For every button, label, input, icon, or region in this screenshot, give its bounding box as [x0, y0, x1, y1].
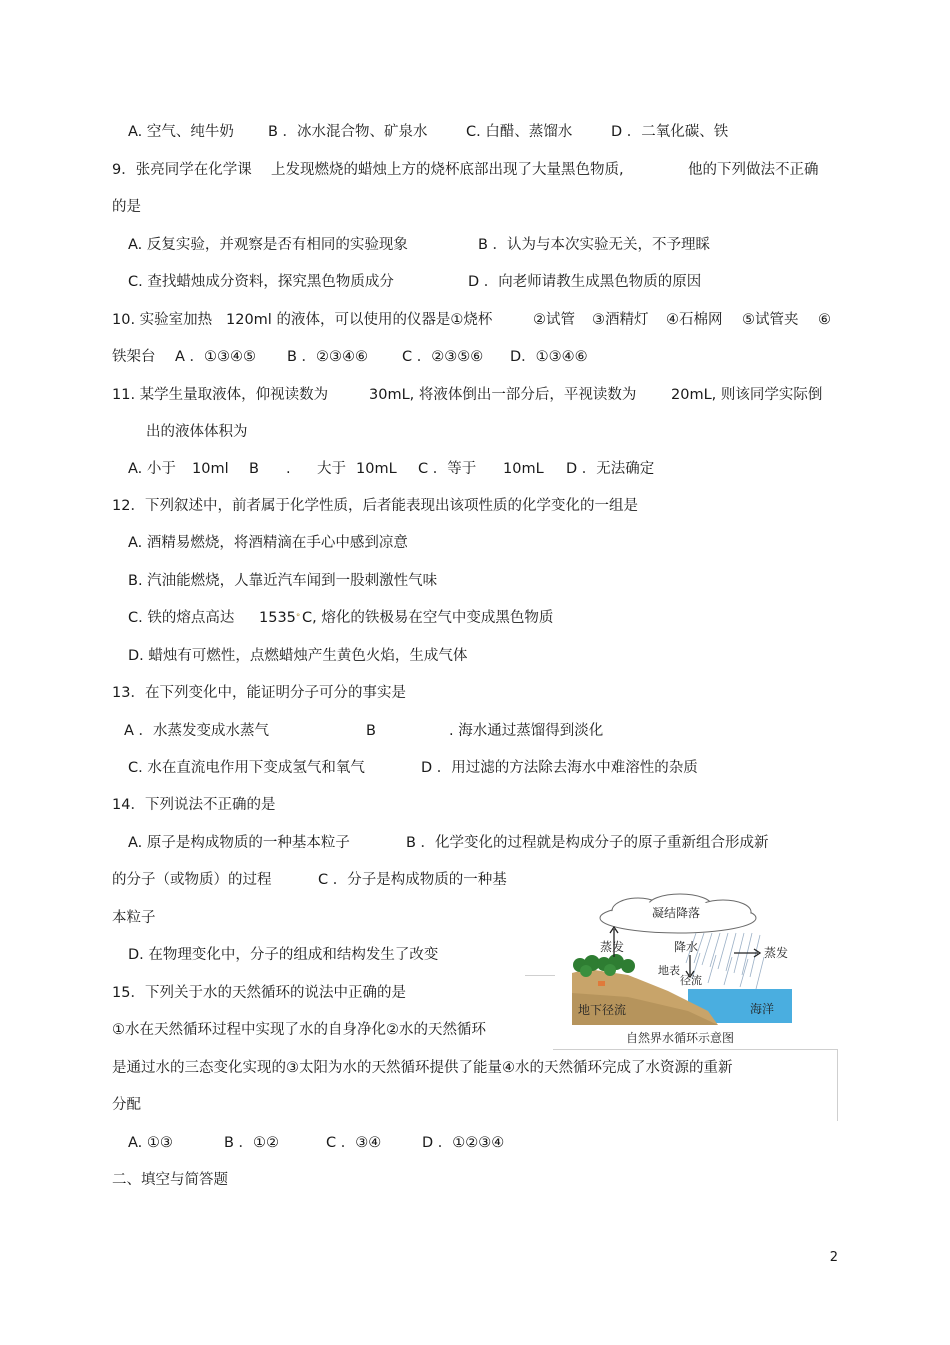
q14-option-c: C ．分子是构成物质的一种基: [318, 872, 507, 888]
q11-stem-4: 出的液体体积为: [146, 424, 248, 440]
q11-option-a-value: 10ml: [192, 461, 229, 477]
q8-option-b: B ．冰水混合物、矿泉水: [268, 124, 428, 140]
q15-option-d: D ．①②③④: [422, 1135, 505, 1151]
q15-line-1: ①水在天然循环过程中实现了水的自身净化②水的天然循环: [112, 1022, 486, 1038]
q12-option-c-1: C. 铁的熔点高达: [128, 610, 235, 626]
q15-option-b: B ．①②: [224, 1135, 280, 1151]
label-surface-1: 地表: [658, 965, 680, 977]
label-condensation: 凝结降落: [652, 906, 701, 920]
q14-option-c-cont: 本粒子: [112, 910, 156, 926]
q9-stem-1: 9．张亮同学在化学课: [112, 162, 252, 178]
q11-option-b-dot: .: [286, 461, 291, 477]
q14-stem: 14．下列说法不正确的是: [112, 797, 276, 813]
water-cycle-figure: [568, 893, 794, 1048]
figure-side-rule: [837, 1049, 838, 1121]
q14-option-d: D. 在物理变化中，分子的组成和结构发生了改变: [128, 947, 439, 963]
q10-option-d: D．①③④⑥: [510, 349, 588, 365]
q14-option-b: B ．化学变化的过程就是构成分子的原子重新组合形成新: [406, 835, 769, 851]
label-surface-2: 径流: [680, 975, 702, 987]
q9-option-b: B ．认为与本次实验无关，不予理睬: [478, 237, 711, 253]
q10-stem-2: 120ml 的液体，可以使用的仪器是①烧杯: [226, 312, 493, 328]
q14-option-b-cont: 的分子（或物质）的过程: [112, 872, 272, 888]
q10-stem-6: ⑤试管夹: [742, 312, 799, 328]
q12-option-c-2: [259, 608, 300, 628]
figure-caption: 自然界水循环示意图: [626, 1031, 735, 1045]
label-ocean: 海洋: [750, 1002, 775, 1016]
q11-option-c: C ．等于: [418, 461, 477, 477]
q15-stem: 15．下列关于水的天然循环的说法中正确的是: [112, 985, 406, 1001]
label-underground-runoff: 地下径流: [578, 1003, 627, 1017]
water-cycle-diagram: [568, 893, 794, 1048]
figure-top-rule: [525, 975, 555, 976]
q9-stem-2: 上发现燃烧的蜡烛上方的烧杯底部出现了大量黑色物质,: [271, 162, 624, 178]
q11-option-d: D ．无法确定: [566, 461, 655, 477]
label-precipitation: 降水: [674, 940, 699, 954]
q10-line2-start: 铁架台: [112, 349, 156, 365]
q9-stem-4: 的是: [112, 199, 141, 215]
q10-option-c: C ．②③⑤⑥: [402, 349, 484, 365]
q12-degree-sign: °: [295, 613, 301, 623]
q15-option-a: A. ①③: [128, 1135, 173, 1151]
q8-option-a: A. 空气、纯牛奶: [128, 124, 234, 140]
q10-option-a: A ．①③④⑤: [175, 349, 257, 365]
q13-stem: 13．在下列变化中，能证明分子可分的事实是: [112, 685, 406, 701]
q11-stem-2: 30mL, 将液体倒出一部分后，平视读数为: [369, 387, 637, 403]
q10-stem-3: ②试管: [533, 312, 575, 328]
house: [598, 981, 605, 986]
q15-line-2: 是通过水的三态变化实现的③太阳为水的天然循环提供了能量④水的天然循环完成了水资源的重新: [112, 1060, 733, 1076]
q10-stem-4: ③酒精灯: [592, 312, 649, 328]
label-evaporation-right: 蒸发: [764, 946, 789, 960]
q9-option-c: C. 查找蜡烛成分资料，探究黑色物质成分: [128, 274, 394, 290]
q10-option-b: B ．②③④⑥: [287, 349, 369, 365]
q13-option-d: D ．用过滤的方法除去海水中难溶性的杂质: [421, 760, 698, 776]
q9-option-d: D ．向老师请教生成黑色物质的原因: [468, 274, 702, 290]
q11-option-b-value: 10mL: [356, 461, 397, 477]
q12-option-d: D. 蜡烛有可燃性，点燃蜡烛产生黄色火焰，生成气体: [128, 648, 468, 664]
q15-line-3: 分配: [112, 1097, 141, 1113]
q11-option-b-text: 大于: [317, 461, 346, 477]
q13-option-b-label: B: [366, 723, 376, 739]
label-evaporation-left: 蒸发: [600, 940, 625, 954]
q10-stem-1: 10. 实验室加热: [112, 312, 213, 328]
q10-stem-7: ⑥: [818, 312, 831, 328]
q12-option-c-3: C, 熔化的铁极易在空气中变成黑色物质: [302, 610, 554, 626]
q13-option-b-text: . 海水通过蒸馏得到淡化: [449, 723, 604, 739]
q11-option-b-label: B: [249, 461, 259, 477]
q13-option-a: A ．水蒸发变成水蒸气: [124, 723, 270, 739]
section-2-heading: 二、填空与简答题: [112, 1172, 228, 1188]
q9-stem-3: 他的下列做法不正确: [688, 162, 819, 178]
q11-stem-1: 11. 某学生量取液体，仰视读数为: [112, 387, 329, 403]
figure-right-rule: [553, 1049, 838, 1050]
q13-option-c: C. 水在直流电作用下变成氢气和氧气: [128, 760, 365, 776]
q12-stem: 12．下列叙述中，前者属于化学性质，后者能表现出该项性质的化学变化的一组是: [112, 498, 638, 514]
page-number: 2: [829, 1250, 838, 1265]
q11-option-a-label: A. 小于: [128, 461, 176, 477]
q10-stem-5: ④石棉网: [666, 312, 723, 328]
q9-option-a: A. 反复实验，并观察是否有相同的实验现象: [128, 237, 408, 253]
q11-option-c-value: 10mL: [503, 461, 544, 477]
q11-stem-3: 20mL, 则该同学实际倒: [671, 387, 823, 403]
q8-option-c: C. 白醋、蒸馏水: [466, 124, 573, 140]
q12-temperature: 1535: [259, 610, 296, 626]
q12-option-b: B. 汽油能燃烧，人靠近汽车闻到一股刺激性气味: [128, 573, 438, 589]
q8-option-d: D ．二氧化碳、铁: [611, 124, 729, 140]
q14-option-a: A. 原子是构成物质的一种基本粒子: [128, 835, 350, 851]
q15-option-c: C ．③④: [326, 1135, 382, 1151]
q12-option-a: A. 酒精易燃烧，将酒精滴在手心中感到凉意: [128, 535, 408, 551]
